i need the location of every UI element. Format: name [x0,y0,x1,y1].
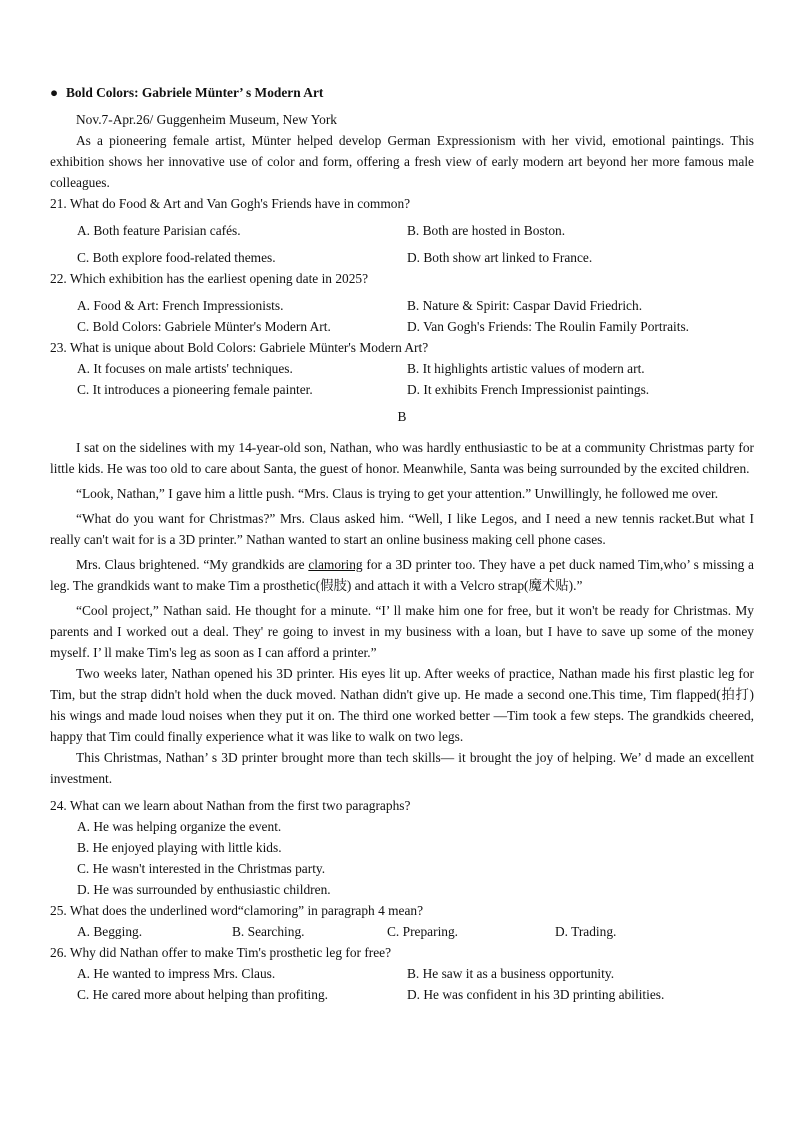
option-a[interactable]: A. He wanted to impress Mrs. Claus. [77,966,276,981]
option-a[interactable]: A. Both feature Parisian cafés. [77,223,241,238]
bullet-icon: ● [50,85,59,100]
question-25-options [50,921,754,942]
question-22: 22. Which exhibition has the earliest opening date in 2025? [50,271,369,286]
option-c[interactable]: C. He wasn't interested in the Christmas party. [77,861,326,876]
option-b[interactable]: B. Searching. [232,924,305,939]
question-24: 24. What can we learn about Nathan from the first two paragraphs? [50,798,411,813]
exhibition-description: As a pioneering female artist, Münter helped develop German Expressionism with her vivid, emotional paintings. This exhibition shows her innovative use of color and form, offering a fresh view of early modern art beyond her more famous male colleagues. [50,133,754,190]
passage-paragraph-2: “Look, Nathan,” I gave him a little push. “Mrs. Claus is trying to get your attention.” Unwillingly, he followed me over. [76,486,719,501]
exhibition-date-location: Nov.7-Apr.26/ Guggenheim Museum, New York [76,112,337,127]
option-c[interactable]: C. Both explore food-related themes. [77,250,276,265]
option-d[interactable]: D. Both show art linked to France. [407,250,593,265]
passage-paragraph-5: “Cool project,” Nathan said. He thought for a minute. “I’ ll make him one for free, but it won't be ready for Christmas. My parents and I worked out a deal. They' re going to invest in my business with a loan, but I have to save up some of the money myself. I’ ll make Tim's leg as soon as I can afford a printer.” [50,603,754,660]
exhibition-heading [50,82,754,103]
question-21-options [50,247,754,268]
passage-paragraph-6: Two weeks later, Nathan opened his 3D printer. His eyes lit up. After weeks of practice, Nathan made his first plastic leg for Tim, but the strap didn't hold when the duck moved. Nathan didn't give up. He made a second one.This time, Tim flapped(拍打) his wings and made loud noises when they put it on. The third one worked better —Tim took a few steps. The grandkids cheered, happy that Tim could finally experience what it was like to walk on two legs. [50,666,754,744]
question-25: 25. What does the underlined word“clamoring” in paragraph 4 mean? [50,903,424,918]
option-d[interactable]: D. Trading. [555,924,617,939]
underlined-word: clamoring [308,557,363,572]
option-b[interactable]: B. It highlights artistic values of modern art. [407,361,645,376]
question-21-options [50,220,754,241]
option-c[interactable]: C. Preparing. [387,924,459,939]
passage-paragraph-1: I sat on the sidelines with my 14-year-old son, Nathan, who was hardly enthusiastic to be at a community Christmas party for little kids. He was too old to care about Santa, the guest of honor. Meanwhile, Santa was being surrounded by the excited children. [50,440,754,476]
option-c[interactable]: C. He cared more about helping than profiting. [77,987,329,1002]
question-23-options [50,358,754,400]
question-26-options [50,963,754,1005]
option-b[interactable]: B. He saw it as a business opportunity. [407,966,615,981]
exhibition-title: Bold Colors: Gabriele Münter’ s Modern Art [66,85,324,100]
option-a[interactable]: A. Food & Art: French Impressionists. [77,298,284,313]
option-a[interactable]: A. It focuses on male artists' techniques. [77,361,293,376]
question-24-options [50,816,754,900]
option-d[interactable]: D. Van Gogh's Friends: The Roulin Family Portraits. [407,319,690,334]
page-content [50,82,754,1005]
option-a[interactable]: A. Begging. [77,924,143,939]
p4-text-before: Mrs. Claus brightened. “My grandkids are [76,557,309,572]
option-d[interactable]: D. It exhibits French Impressionist paintings. [407,382,650,397]
question-21: 21. What do Food & Art and Van Gogh's Friends have in common? [50,196,411,211]
p4-text-after: for a 3D printer too. They have a pet duck named Tim,who’ s missing a leg. The grandkids want to make Tim a prosthetic(假肢) and attach it with a Velcro strap(魔术贴).” [50,557,754,593]
question-22-options [50,295,754,337]
option-d[interactable]: D. He was surrounded by enthusiastic children. [77,882,331,897]
option-c[interactable]: C. Bold Colors: Gabriele Münter's Modern Art. [77,319,331,334]
passage-paragraph-3: “What do you want for Christmas?” Mrs. Claus asked him. “Well, I like Legos, and I need a new tennis racket.But what I really can't wait for is a 3D printer.” Nathan wanted to start an online business making cell phone cases. [50,511,754,547]
question-23: 23. What is unique about Bold Colors: Gabriele Münter's Modern Art? [50,340,429,355]
option-a[interactable]: A. He was helping organize the event. [77,819,282,834]
passage-paragraph-7: This Christmas, Nathan’ s 3D printer brought more than tech skills— it brought the joy of helping. We’ d made an excellent investment. [50,750,754,786]
section-b-label: B [397,409,407,424]
option-d[interactable]: D. He was confident in his 3D printing abilities. [407,987,665,1002]
option-c[interactable]: C. It introduces a pioneering female painter. [77,382,313,397]
passage-paragraph-4 [50,554,754,596]
option-b[interactable]: B. Both are hosted in Boston. [407,223,566,238]
option-b[interactable]: B. Nature & Spirit: Caspar David Friedrich. [407,298,643,313]
option-b[interactable]: B. He enjoyed playing with little kids. [77,840,282,855]
question-26: 26. Why did Nathan offer to make Tim's prosthetic leg for free? [50,945,392,960]
